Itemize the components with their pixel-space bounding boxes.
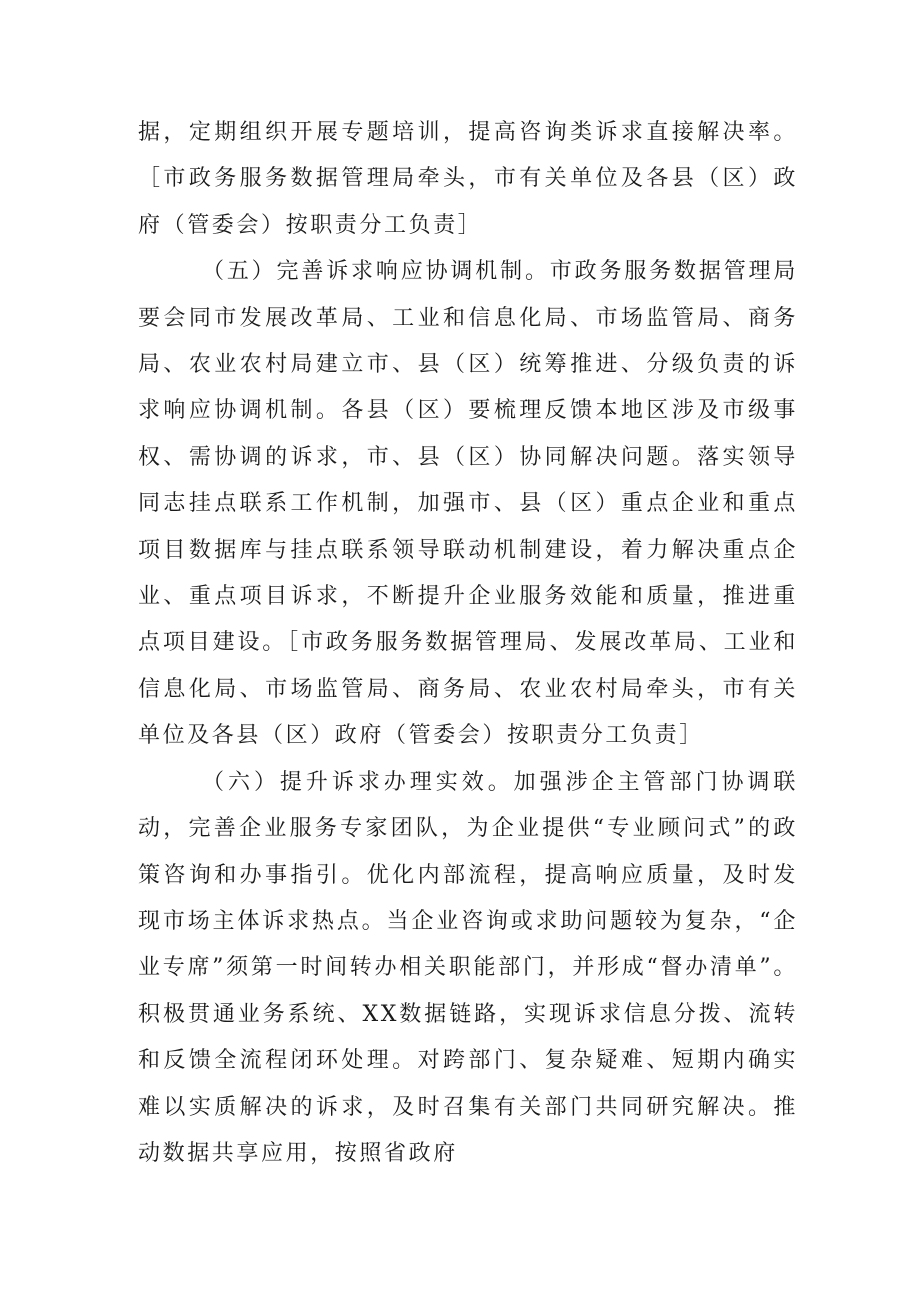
paragraph-section-6: （六）提升诉求办理实效。加强涉企主管部门协调联动，完善企业服务专家团队，为企业提供“专业顾问式”的政策咨询和办事指引。优化内部流程，提高响应质量，及时发现市场主体诉求热点。当企业咨询或求助问题较为复杂，“企业专席”须第一时间转办相关职能部门，并形成“督办清单”。积极贯通业务系统、XX数据链路，实现诉求信息分拨、流转和反馈全流程闭环处理。对跨部门、复杂疑难、短期内确实难以实质解决的诉求，及时召集有关部门共同研究解决。推动数据共享应用，按照省政府 <box>138 769 798 1166</box>
paragraph-continuation: 据，定期组织开展专题培训，提高咨询类诉求直接解决率。［市政务服务数据管理局牵头，市有关单位及各县（区）政府（管委会）按职责分工负责］ <box>138 120 798 238</box>
document-body <box>138 110 798 1177</box>
paragraph-section-5: （五）完善诉求响应协调机制。市政务服务数据管理局要会同市发展改革局、工业和信息化局、市场监管局、商务局、农业农村局建立市、县（区）统筹推进、分级负责的诉求响应协调机制。各县（区）要梳理反馈本地区涉及市级事权、需协调的诉求，市、县（区）协同解决问题。落实领导同志挂点联系工作机制，加强市、县（区）重点企业和重点项目数据库与挂点联系领导联动机制建设，着力解决重点企业、重点项目诉求，不断提升企业服务效能和质量，推进重点项目建设。［市政务服务数据管理局、发展改革局、工业和信息化局、市场监管局、商务局、农业农村局牵头，市有关单位及各县（区）政府（管委会）按职责分工负责］ <box>138 259 798 749</box>
